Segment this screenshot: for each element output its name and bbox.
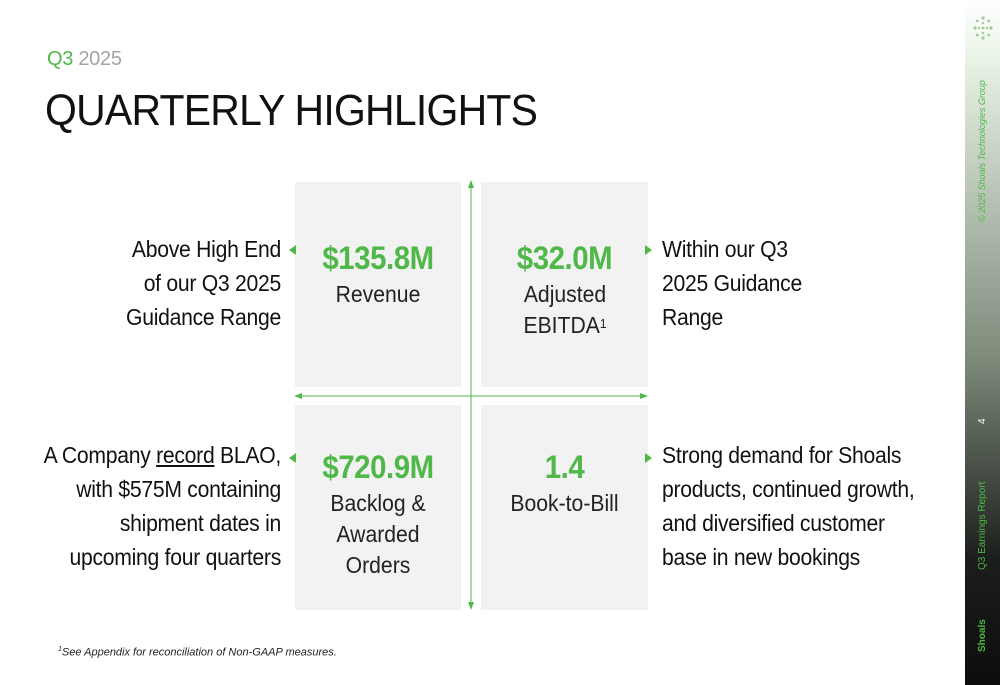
- note-line: upcoming four quarters: [69, 544, 281, 570]
- metric-label-text: Book-to-Bill: [510, 490, 619, 516]
- footnote: [58, 646, 337, 659]
- metric-label-text: Adjusted EBITDA: [522, 281, 606, 338]
- footnote-marker: 1: [58, 646, 62, 653]
- note-line: Within our Q3: [662, 236, 788, 262]
- metric-tile-backlog: [295, 405, 461, 610]
- metric-label-text: Revenue: [335, 281, 421, 307]
- note-line: shipment dates in: [119, 510, 281, 536]
- shoals-logo-icon: [971, 14, 995, 42]
- arrow-left-icon: [294, 393, 302, 399]
- note-line: Range: [662, 304, 723, 330]
- pointer-right-icon: [645, 245, 652, 255]
- footnote-marker: 1: [599, 316, 607, 331]
- metric-label: [302, 279, 455, 310]
- note-emphasis: record: [156, 442, 215, 468]
- note-line: and diversified customer: [662, 510, 885, 536]
- year: 2025: [78, 48, 122, 70]
- copyright-text: © 2025 Shoals Technologies Group: [977, 80, 987, 222]
- quarter-label: [47, 48, 122, 71]
- arrow-down-icon: [468, 602, 474, 610]
- metric-tile-book-to-bill: [481, 405, 648, 610]
- note-line: base in new bookings: [662, 544, 861, 570]
- page-title: QUARTERLY HIGHLIGHTS: [45, 86, 538, 135]
- metric-label: [514, 279, 615, 341]
- metric-label: [327, 488, 428, 581]
- note-text: A Company: [43, 442, 157, 468]
- note-line: products, continued growth,: [662, 476, 915, 502]
- metric-label-text: Backlog & Awarded Orders: [330, 490, 426, 578]
- metric-tile-ebitda: [481, 182, 648, 387]
- note-line: 2025 Guidance: [662, 270, 802, 296]
- metric-value: $32.0M: [516, 240, 613, 276]
- metric-tile-revenue: [295, 182, 461, 387]
- note-line: of our Q3 2025: [143, 270, 281, 296]
- pointer-left-icon: [289, 453, 296, 463]
- arrow-right-icon: [640, 393, 648, 399]
- metric-value: 1.4: [544, 449, 585, 485]
- note-line: Above High End: [131, 236, 281, 262]
- quarter: Q3: [47, 48, 74, 70]
- note-text: BLAO,: [214, 442, 281, 468]
- pointer-right-icon: [645, 453, 652, 463]
- book-to-bill-note: [662, 438, 938, 574]
- page-number: 4: [977, 418, 988, 424]
- revenue-note: [79, 232, 281, 334]
- note-line: [5, 438, 281, 472]
- pointer-left-icon: [289, 245, 296, 255]
- brand-name: Shoals: [977, 619, 988, 652]
- note-line: Guidance Range: [126, 304, 281, 330]
- report-title: Q3 Earnings Report: [977, 481, 988, 570]
- metric-label: [488, 488, 642, 519]
- ebitda-note: [662, 232, 864, 334]
- footnote-text: See Appendix for reconciliation of Non-GAAP measures.: [61, 646, 337, 659]
- note-line: with $575M containing: [76, 476, 282, 502]
- backlog-note: [5, 438, 281, 574]
- arrow-up-icon: [468, 180, 474, 188]
- note-line: Strong demand for Shoals: [662, 442, 902, 468]
- metric-value: $135.8M: [322, 240, 434, 276]
- metric-value: $720.9M: [322, 449, 434, 485]
